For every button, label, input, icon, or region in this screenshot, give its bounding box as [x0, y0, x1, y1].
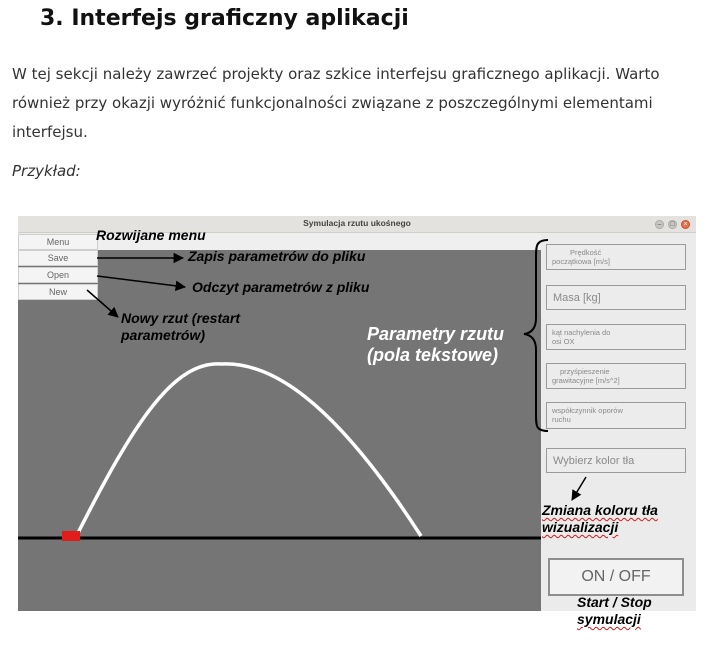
gravity-label-2: grawitacyjne [m/s^2] — [552, 376, 620, 385]
parameters-brace — [524, 240, 548, 431]
annotation-start-line1: Start / Stop — [577, 594, 652, 610]
section-heading: 3. Interfejs graficzny aplikacji — [40, 6, 409, 31]
annotation-parameters — [367, 324, 504, 366]
annotation-color-line2: wizualizacji — [542, 519, 619, 535]
color-arrow — [572, 477, 586, 500]
new-arrow — [87, 290, 118, 317]
annotation-open: Odczyt parametrów z pliku — [192, 279, 370, 295]
angle-label-2: osi OX — [552, 337, 575, 346]
section-paragraph: W tej sekcji należy zawrzeć projekty oraz szkice interfejsu graficznego aplikacji. Warto również przy okazji wyróżnić funkcjonalności związane z poszczególnymi elementami interfejsu. — [12, 65, 660, 141]
maximize-icon[interactable]: □ — [668, 220, 677, 229]
menu-item-save[interactable]: Save — [18, 250, 98, 266]
start-stop-button[interactable]: ON / OFF — [548, 558, 684, 596]
drag-label-2: ruchu — [552, 415, 571, 424]
angle-label-1: kąt nachylenia do — [552, 328, 611, 337]
annotation-menu: Rozwijane menu — [96, 227, 206, 243]
velocity-label-1: Prędkość — [570, 248, 602, 257]
velocity-label-2: początkowa [m/s] — [552, 257, 610, 266]
annotation-parameters-line2: (pola tekstowe) — [367, 345, 499, 365]
close-icon[interactable]: × — [681, 220, 690, 229]
drag-label-1: współczynnik oporów — [552, 406, 623, 415]
example-label: Przykład: — [12, 162, 81, 180]
menu-item-open[interactable]: Open — [18, 267, 98, 283]
window-title: Symulacja rzutu ukośnego — [303, 218, 411, 228]
background-color-label: Wybierz kolor tła — [553, 455, 635, 467]
trajectory-curve — [78, 364, 421, 536]
annotation-new-line2: parametrów) — [121, 327, 206, 343]
annotation-parameters-line1: Parametry rzutu — [367, 324, 505, 344]
menu-button[interactable]: Menu — [18, 234, 98, 250]
mass-label: Masa [kg] — [553, 292, 601, 304]
annotation-color-line1: Zmiana koloru tła — [542, 502, 658, 518]
open-arrow — [97, 276, 185, 287]
gravity-label-1: przyśpieszenie — [560, 367, 610, 376]
annotation-start-stop — [577, 594, 652, 628]
minimize-icon[interactable]: – — [655, 220, 664, 229]
projectile — [62, 531, 80, 541]
annotation-background-color — [542, 502, 658, 536]
menu-item-new[interactable]: New — [18, 284, 98, 300]
annotation-new-line1: Nowy rzut (restart — [121, 310, 241, 326]
annotation-save: Zapis parametrów do pliku — [188, 248, 366, 264]
annotation-new — [121, 310, 240, 344]
annotation-start-line2: symulacji — [577, 611, 641, 627]
